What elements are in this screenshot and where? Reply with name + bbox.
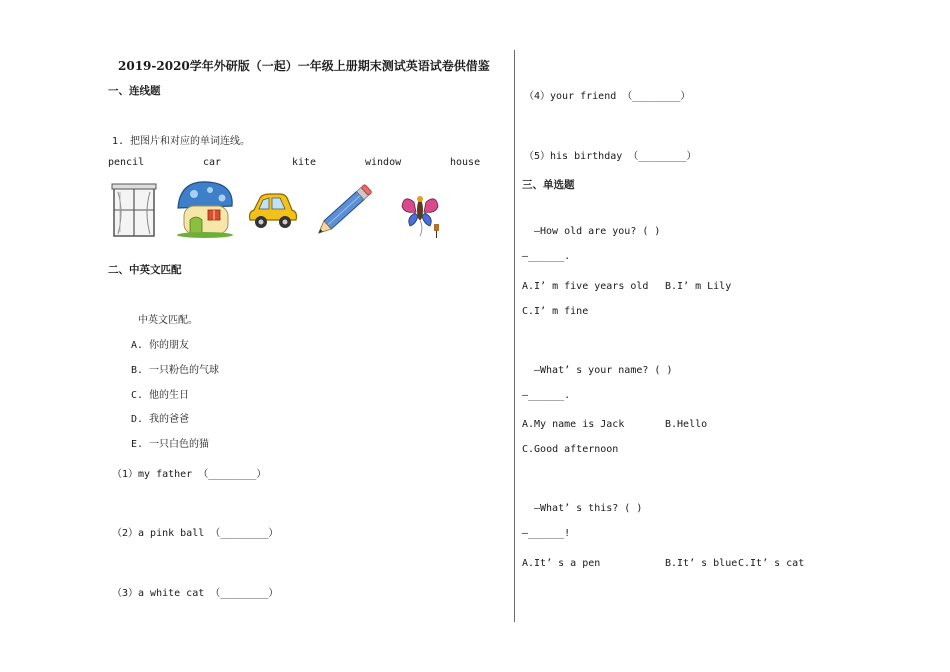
q1-option-a: A.I’ m five years old [522,281,649,292]
word-car: car [203,157,222,168]
kite-picture [398,192,446,240]
q2-option-a: A.My name is Jack [522,419,625,430]
page-title: 2019-2020学年外研版（一起）一年级上册期末测试英语试卷供借鉴 [118,59,490,73]
match-item-5: （5）his birthday （________） [524,151,697,162]
option-e: E. 一只白色的猫 [131,439,210,450]
q1-option-b: B.I’ m Lily [665,281,732,292]
match-item-1: （1）my father （________） [112,469,267,480]
q1-question: —How old are you? ( ) [534,226,661,237]
section3-heading: 三、单选题 [522,179,575,191]
q3-option-a: A.It’ s a pen [522,558,601,569]
option-c: C. 他的生日 [131,390,190,401]
q1-answer: —______. [522,251,571,262]
section2-instruction: 中英文匹配。 [138,315,198,326]
match-item-3: （3）a white cat （________） [112,588,279,599]
q2-option-c: C.Good afternoon [522,444,619,455]
q2-question: —What’ s your name? ( ) [534,365,673,376]
match-item-4: （4）your friend （________） [524,91,691,102]
option-b: B. 一只粉色的气球 [131,365,220,376]
pencil-picture [312,180,378,240]
q2-answer: —______. [522,390,571,401]
q2-option-b: B.Hello [665,419,708,430]
column-divider [514,50,515,622]
car-picture [246,190,300,232]
house-picture [174,178,236,238]
q3-question: —What’ s this? ( ) [534,503,643,514]
section1-instruction: 1. 把图片和对应的单词连线。 [112,136,251,147]
option-a: A. 你的朋友 [131,340,190,351]
q3-option-c: C.It’ s cat [738,558,805,569]
word-pencil: pencil [108,157,145,168]
q3-answer: —______! [522,528,571,539]
word-window: window [365,157,402,168]
word-house: house [450,157,481,168]
word-kite: kite [292,157,317,168]
section1-heading: 一、连线题 [108,85,161,97]
q3-option-b: B.It’ s blue [665,558,738,569]
match-item-2: （2）a pink ball （________） [112,528,279,539]
window-picture [110,182,158,238]
q1-option-c: C.I’ m fine [522,306,589,317]
option-d: D. 我的爸爸 [131,414,190,425]
section2-heading: 二、中英文匹配 [108,264,182,276]
